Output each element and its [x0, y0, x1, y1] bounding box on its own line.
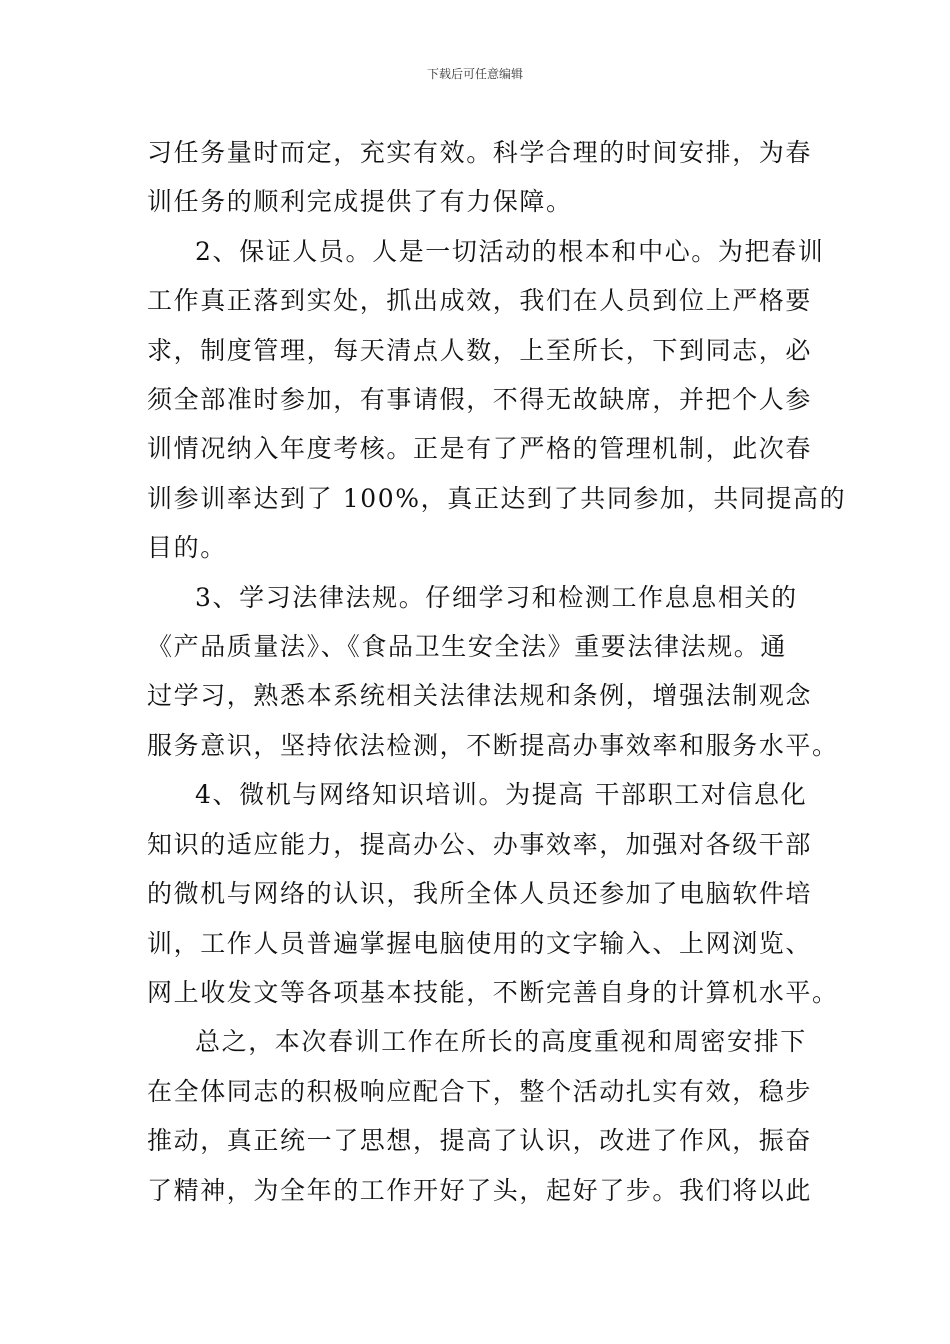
text-line: 目的。 [147, 533, 227, 563]
text-line: 服务意识，坚持依法检测，不断提高办事效率和服务水平。 [147, 730, 839, 760]
text-line: 在全体同志的积极响应配合下，整个活动扎实有效，稳步 [147, 1076, 813, 1106]
text-line: 须全部准时参加，有事请假，不得无故缺席，并把个人参 [147, 385, 813, 415]
text-line: 总之，本次春训工作在所长的高度重视和周密安排下 [195, 1027, 807, 1057]
text-line: 训，工作人员普遍掌握电脑使用的文字输入、上网浏览、 [147, 928, 813, 958]
document-body [147, 128, 847, 1215]
text-line: 4、微机与网络知识培训。为提高 干部职工对信息化 [195, 780, 808, 810]
text-line: 训参训率达到了 100%，真正达到了共同参加，共同提高的 [147, 483, 847, 513]
text-line: 的微机与网络的认识，我所全体人员还参加了电脑软件培 [147, 879, 813, 909]
text-line: 训任务的顺利完成提供了有力保障。 [147, 187, 573, 217]
text-line: 2、保证人员。人是一切活动的根本和中心。为把春训 [195, 236, 825, 266]
text-line: 工作真正落到实处，抓出成效，我们在人员到位上严格要 [147, 286, 813, 316]
text-line: 推动，真正统一了思想，提高了认识，改进了作风，振奋 [147, 1126, 813, 1156]
page-header: 下载后可任意编辑 [426, 67, 523, 81]
text-line: 求，制度管理，每天清点人数，上至所长，下到同志，必 [147, 335, 813, 365]
text-line: 习任务量时而定，充实有效。科学合理的时间安排，为春 [147, 138, 813, 167]
text-line: 了精神，为全年的工作开好了头，起好了步。我们将以此 [147, 1175, 813, 1205]
text-line: 3、学习法律法规。仔细学习和检测工作息息相关的 [195, 582, 798, 612]
text-line: 《产品质量法》、《食品卫生安全法》重要法律法规。通 [147, 632, 788, 662]
text-line: 训情况纳入年度考核。正是有了严格的管理机制，此次春 [147, 434, 813, 464]
text-line: 知识的适应能力，提高办公、办事效率，加强对各级干部 [147, 829, 813, 859]
text-line: 过学习，熟悉本系统相关法律法规和条例，增强法制观念 [147, 681, 813, 711]
text-line: 网上收发文等各项基本技能，不断完善自身的计算机水平。 [147, 977, 839, 1007]
